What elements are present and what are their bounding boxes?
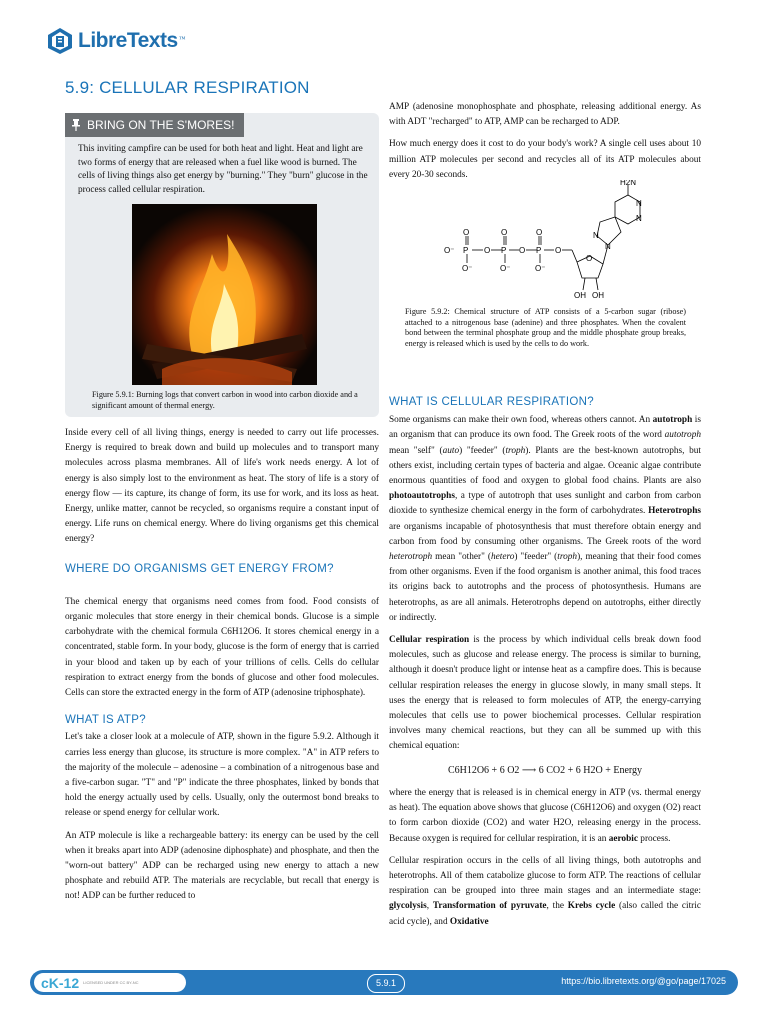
page-title: 5.9: CELLULAR RESPIRATION <box>65 78 310 97</box>
food-text-b: . It stores chemical energy in a concentrated, stable form. In your body, glucose is the form of energy that is carried in your blood and taken up by each of your trillions of cells. Cells do cellular respiration to extract energy from the bonds of glucose and other food molecules. Cells can store the extracted energy in the form of ATP (adenosine triphosphate). <box>65 627 379 699</box>
heading-what-is-atp: WHAT IS ATP? <box>65 714 146 727</box>
t4: ) "feeder" ( <box>459 445 506 456</box>
term-cellular-respiration: Cellular respiration <box>389 635 470 646</box>
e6: process. <box>637 833 671 844</box>
figure-1-caption: Figure 5.9.1: Burning logs that convert carbon in wood into carbon dioxide and a significant amount of thermal energy. <box>92 390 358 410</box>
food-energy-paragraph <box>65 595 379 701</box>
food-text-a: The chemical energy that organisms need comes from food. Food consists of organic molecules that store energy in their chemical bonds. Glucose is a simple carbohydrate with the chemical formula <box>65 596 379 638</box>
callout-text: This inviting campfire can be used for both heat and light. Heat and light are two forms of energy that are released when a fuel like wood is burned. The cells of living things also get energy by "burning." They "burn" glucose in the process called cellular respiration. <box>78 144 368 195</box>
root-troph: troph <box>505 445 526 456</box>
atp-structure-diagram <box>440 180 660 305</box>
svg-text:N: N <box>636 199 642 208</box>
svg-text:N: N <box>605 242 611 251</box>
page-url-link[interactable]: https://bio.libretexts.org/@go/page/17025 <box>561 976 726 986</box>
figure-2-caption: Figure 5.9.2: Chemical structure of ATP consists of a 5-carbon sugar (ribose) attached to a nitrogenous base (adenine) and three phosphates. When the covalent bond between the terminal phosphate group and the middle phosphate group breaks, energy is released which is used by the cells to do work. <box>405 307 686 348</box>
root-troph-2: troph <box>557 552 578 563</box>
intro-paragraph: Inside every cell of all living things, energy is needed to carry out life processes. Energy is required to break down and build up molecules and to transport many molecules across plasma membranes. All of life's work needs energy. A lot of energy is also simply lost to the environment as heat. The story of life is a story of energy flow — its capture, its change of form, its use for work, and its loss as heat. Energy, unlike matter, cannot be recycled, so organisms require a constant input of energy. Life runs on chemical energy. Where do living organisms get this chemical energy? <box>65 428 379 545</box>
s1: Cellular respiration occurs in the cells of all living things, both autotrophs and heterotrophs. All of them catabolize glucose to form ATP. The reactions of cellular respiration can be grouped into three main stages and an intermediate stage: <box>389 855 701 897</box>
e-glucose: C6H12O6 <box>573 803 612 814</box>
hydroxyl-label-1: OH <box>574 291 586 300</box>
t9: ) "feeder" ( <box>514 552 558 563</box>
cr-text: is the process by which individual cells break down food molecules, such as glucose and release energy. The process is similar to burning, although it doesn't produce light or intense heat as a campfire does. This is because cellular respiration releases the energy in glucose slowly, in many small steps. It uses the energy that is released to form molecules of ATP, the energy-carrying molecules that cells use to power biochemical processes. Cellular respiration involves many chemical reactions, but they can all be summed up with this chemical equation: <box>389 635 701 752</box>
s4: (also called the citric acid cycle), and <box>389 901 701 927</box>
root-auto: auto <box>442 445 460 456</box>
term-heterotrophs: Heterotrophs <box>648 506 701 517</box>
e3: ) react to form carbon dioxide ( <box>389 803 701 829</box>
t2: is an organism that can produce its own food. The Greek roots of the word <box>389 415 701 441</box>
t6: , a type of autotroph that uses sunlight and carbon from carbon dioxide to synthesize chemical energy in the form of carbohydrates. <box>389 491 701 517</box>
term-oxidative: Oxidative <box>449 916 489 927</box>
callout-title: BRING ON THE S'MORES! <box>87 118 235 132</box>
svg-text:O⁻: O⁻ <box>500 264 511 273</box>
svg-text:O: O <box>519 246 526 255</box>
libretexts-logo[interactable] <box>47 27 186 55</box>
heading-cellular-respiration: WHAT IS CELLULAR RESPIRATION? <box>389 396 594 409</box>
svg-text:N: N <box>636 214 642 223</box>
energy-cost-paragraph: How much energy does it cost to do your body's work? A single cell uses about 10 million ATP molecules per second and recycles all of its ATP molecules about every 20-30 seconds. <box>389 139 701 180</box>
campfire-photo <box>132 204 317 385</box>
glucose-formula: C6H12O6 <box>221 627 260 638</box>
term-autotroph: autotroph <box>652 415 693 426</box>
svg-text:O: O <box>555 246 562 255</box>
atp-paragraph: Let's take a closer look at a molecule of ATP, shown in the figure 5.9.2. Although it carries less energy than glucose, its structure is more complex. "A" in ATP refers to the majority of the molecule – adenosine – a combination of a nitrogenous base and a five-carbon sugar. "T" and "P" indicate the three phosphates, linked by bonds that hold the energy actually used by cells. Usually, only the outermost bond breaks to release or spend energy for cellular work. <box>65 732 379 819</box>
term-aerobic: aerobic <box>608 833 638 844</box>
license-text: LICENSED UNDER CC BY-NC <box>83 980 139 985</box>
pin-icon <box>71 119 81 131</box>
svg-text:O⁻: O⁻ <box>462 264 473 273</box>
svg-text:N: N <box>593 231 599 240</box>
cellular-respiration-paragraph <box>389 633 701 755</box>
t7: are organisms incapable of photosynthesis that must therefore obtain energy and carbon from food by consuming other organisms. The Greek roots of the word <box>389 521 701 547</box>
libretexts-logo-icon <box>47 27 73 55</box>
e2: ) and oxygen ( <box>612 803 667 814</box>
page-number: 5.9.1 <box>367 974 405 993</box>
amp-paragraph: AMP (adenosine monophosphate and phosphate, releasing additional energy. As with ADT "recharged" to ATP, AMP can be recharged to ADP. <box>389 102 701 128</box>
amine-label: H2N <box>620 180 637 187</box>
term-glycolysis: glycolysis <box>389 901 427 912</box>
svg-text:O: O <box>501 228 508 237</box>
respiration-equation: C6H12O6 + 6 O2 ⟶ 6 CO2 + 6 H2O + Energy <box>447 764 643 776</box>
e1: where the energy that is released is in chemical energy in ATP (vs. thermal energy as heat). The equation above shows that glucose ( <box>389 787 701 814</box>
svg-text:P: P <box>501 246 507 255</box>
smores-callout-box <box>65 113 379 417</box>
word-autotroph: autotroph <box>664 430 701 441</box>
s3: , the <box>546 901 568 912</box>
svg-text:O: O <box>484 246 491 255</box>
ck12-badge[interactable] <box>34 973 186 992</box>
svg-text:O: O <box>586 254 593 263</box>
heading-where-energy: WHERE DO ORGANISMS GET ENERGY FROM? <box>65 562 334 575</box>
svg-text:O: O <box>463 228 470 237</box>
page-footer <box>30 970 738 995</box>
ck12-logo: cK-12 <box>41 974 80 991</box>
e-co2: CO2 <box>486 818 505 829</box>
term-transformation-pyruvate: Transformation of pyruvate <box>432 901 547 912</box>
trademark: ™ <box>178 35 186 43</box>
word-heterotroph: heterotroph <box>389 552 433 563</box>
root-hetero: hetero <box>490 552 515 563</box>
t8: mean "other" ( <box>432 552 491 563</box>
term-photoautotrophs: photoautotrophs <box>389 491 455 502</box>
e-water: H2O <box>553 818 572 829</box>
t5: ). Plants are the best-known autotrophs, but others exist, including certain types of bacteria and algae. Oceanic algae contribute enormous quantities of food and oxygen to global food chains. Plants are also <box>389 445 701 487</box>
autotroph-paragraph <box>389 413 701 626</box>
e4: ) and water <box>504 818 554 829</box>
left-column <box>65 426 379 912</box>
battery-paragraph: An ATP molecule is like a rechargeable battery: its energy can be used by the cell when it breaks apart into ADP (adenosine diphosphate) and phosphate, and then the "worn-out battery" ADP can be recharged using new energy to attach a new phosphate and rebuild ATP. The materials are recyclable, but recall that energy is not! ADP can be further reduced to <box>65 830 379 902</box>
svg-text:O: O <box>536 228 543 237</box>
e5: , releasing energy in the process. Because oxygen is required for cellular respiration, it is an <box>389 818 701 844</box>
term-krebs-cycle: Krebs cycle <box>567 901 616 912</box>
svg-text:P: P <box>463 246 469 255</box>
e-oxygen: O2 <box>666 803 678 814</box>
t1: Some organisms can make their own food, whereas others cannot. An <box>389 415 653 426</box>
hydroxyl-label-2: OH <box>592 291 604 300</box>
t10: ), meaning that their food comes from other organisms. Even if the food organism is another animal, this food traces its origins back to autotrophs and the process of photosynthesis. Humans are heterotrophs, as are all animals. Heterotrophs depend on autotrophs, either directly or indirectly. <box>389 552 701 623</box>
equation-explanation <box>389 786 701 847</box>
callout-header <box>65 113 244 137</box>
svg-text:O⁻: O⁻ <box>535 264 546 273</box>
brand-name: LibreTexts <box>78 29 178 52</box>
t3: mean "self" ( <box>389 445 443 456</box>
stages-paragraph <box>389 854 701 930</box>
svg-text:P: P <box>536 246 542 255</box>
oxide-label: O⁻ <box>444 246 455 255</box>
s2: , <box>426 901 433 912</box>
